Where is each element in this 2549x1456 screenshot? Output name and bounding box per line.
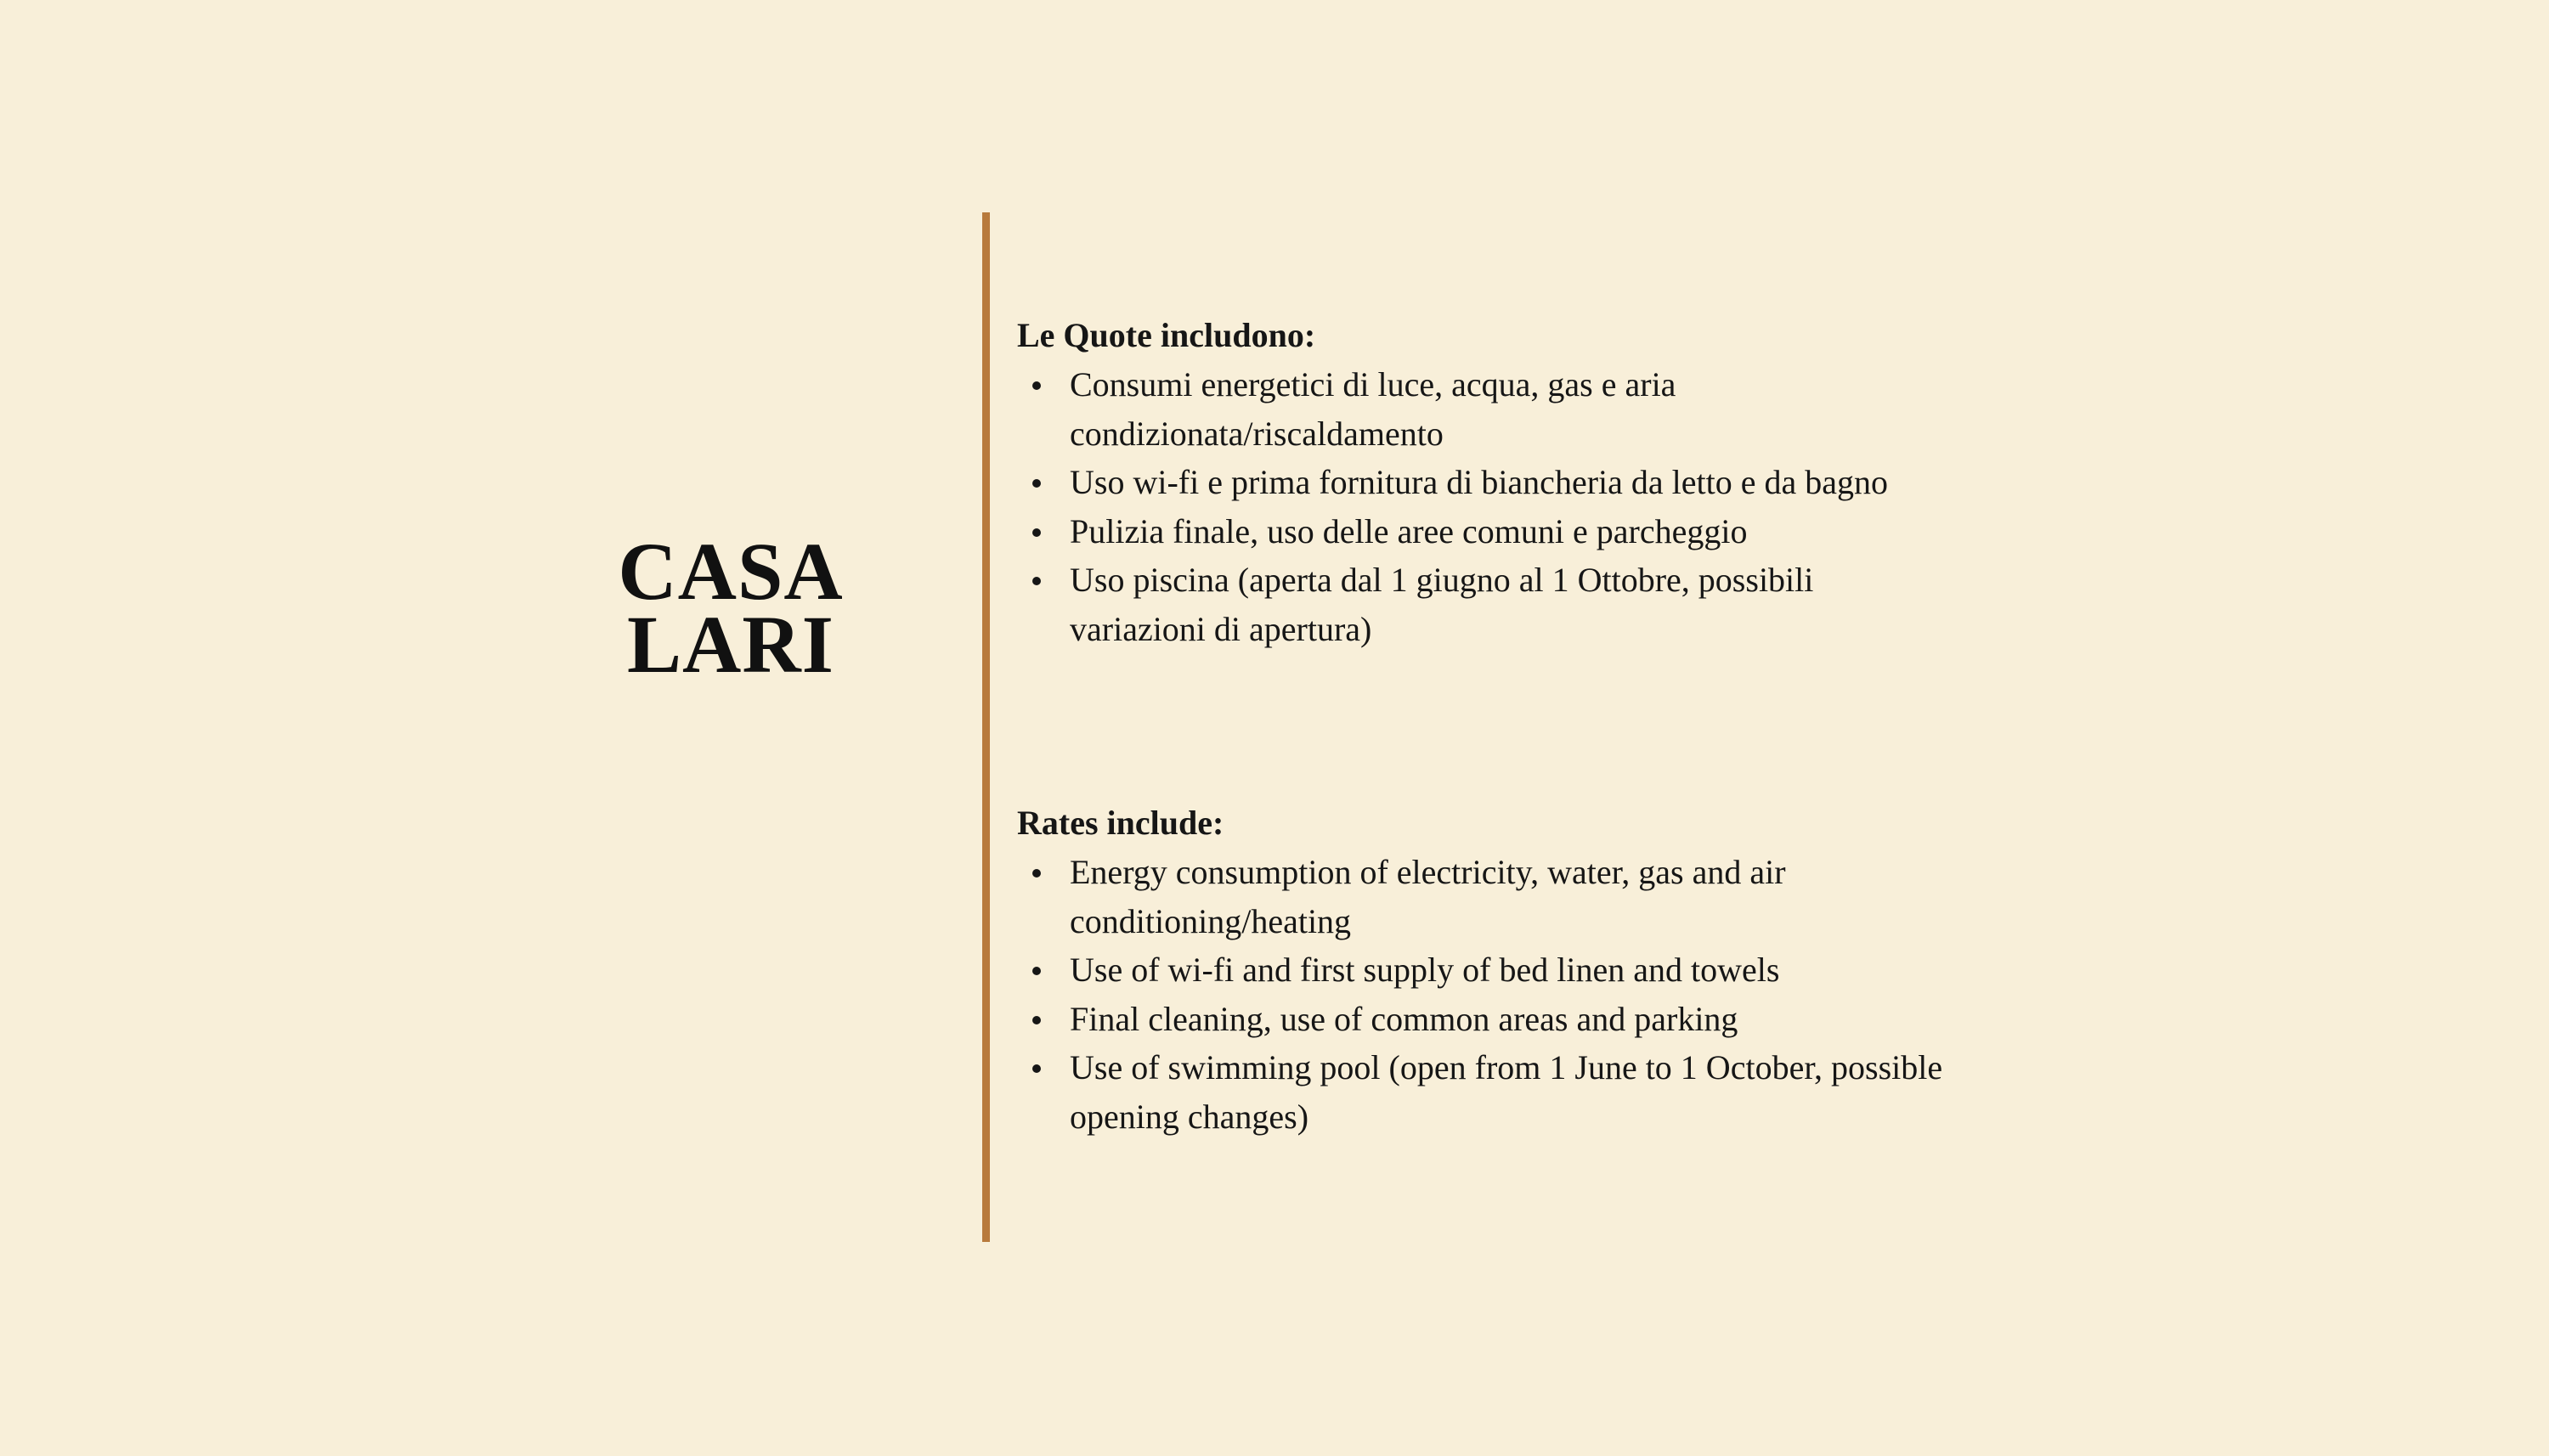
bullet-icon (1032, 967, 1041, 975)
list-item (1017, 945, 1952, 995)
list-item (1017, 556, 1952, 653)
bullet-icon (1032, 1016, 1041, 1024)
bullet-icon (1032, 381, 1041, 390)
bullet-icon (1032, 1064, 1041, 1073)
list-item-text: Use of swimming pool (open from 1 June to 1 October, possible opening changes) (1070, 1048, 1943, 1136)
italian-list (1017, 360, 1952, 653)
brand-line-1: CASA (618, 526, 844, 617)
list-item (1017, 458, 1952, 507)
bullet-icon (1032, 577, 1041, 585)
list-item-text: Pulizia finale, uso delle aree comuni e parcheggio (1070, 511, 1748, 550)
bullet-icon (1032, 869, 1041, 878)
brand-title (612, 526, 850, 690)
bullet-icon (1032, 479, 1041, 488)
italian-section (1017, 311, 1952, 653)
english-section (1017, 799, 1952, 1141)
english-list (1017, 848, 1952, 1141)
list-item-text: Uso wi-fi e prima fornitura di biancheria da letto e da bagno (1070, 463, 1888, 501)
list-item-text: Consumi energetici di luce, acqua, gas e aria condizionata/riscaldamento (1070, 365, 1676, 453)
vertical-divider (982, 212, 990, 1242)
list-item-text: Uso piscina (aperta dal 1 giugno al 1 Ottobre, possibili variazioni di apertura) (1070, 561, 1814, 648)
italian-heading: Le Quote includono: (1017, 316, 1316, 354)
brand-line-2: LARI (626, 599, 835, 690)
list-item-text: Use of wi-fi and first supply of bed linen and towels (1070, 951, 1780, 989)
list-item (1017, 360, 1952, 458)
english-heading: Rates include: (1017, 804, 1224, 842)
list-item (1017, 507, 1952, 556)
list-item (1017, 1043, 1952, 1141)
list-item-text: Final cleaning, use of common areas and parking (1070, 999, 1738, 1038)
list-item (1017, 995, 1952, 1044)
list-item-text: Energy consumption of electricity, water, gas and air conditioning/heating (1070, 853, 1786, 940)
bullet-icon (1032, 528, 1041, 537)
list-item (1017, 848, 1952, 945)
